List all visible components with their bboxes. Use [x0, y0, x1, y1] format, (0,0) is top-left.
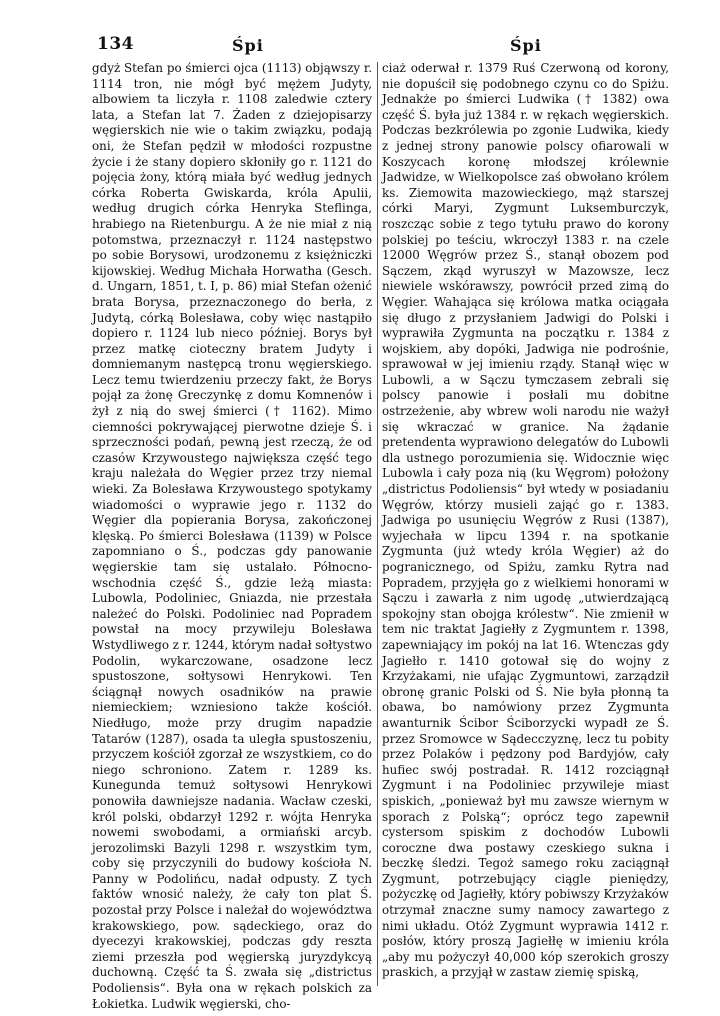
- running-head-right: Śpi: [510, 36, 542, 55]
- right-column-text: ciaż oderwał r. 1379 Ruś Czerwoną od korony, nie dopuścił się podobnego czynu co do Spiżu. Jednakże po śmierci Ludwika († 1382) owa część Ś. była już 1384 r. w rękach węgierskich. Podczas bezkrólewia po zgonie Ludwika, kiedy z jednej strony panowie polscy ofiarowali w Koszycach koronę młodszej królewnie Jadwidze, w Wielkopolsce zaś obwołano królem ks. Ziemowita mazowieckiego, mąż starszej córki Maryi, Zygmunt Luksemburczyk, roszcząc sobie z tego tytułu prawo do korony polskiej po teściu, wkroczył 1383 r. na czele 12000 Węgrów przez Ś., stanął obozem pod Sączem, zkąd wyruszył w Mazowsze, lecz niewiele wskórawszy, powrócił przed zimą do Węgier. Wahająca się królowa matka ociągała się długo z przysłaniem Jadwigi do Polski i wyprawiła Zygmunta na początku r. 1384 z wojskiem, aby dopóki, Jadwiga nie podrośnie, sprawował w jej imieniu rządy. Stanął więc w Lubowli, a w Sączu tymczasem zebrali się polscy panowie i posłali mu dobitne ostrzeżenie, aby wbrew woli narodu nie ważył się wkraczać w granice. Na żądanie pretendenta wyprawiono delegatów do Lubowli dla ustnego porozumienia się. Widocznie więc Lubowla i cały poza nią (ku Węgrom) położony „districtus Podoliensis“ był wtedy w posiadaniu Węgrów, którzy musieli zająć go r. 1383. Jadwiga po usunięciu Węgrów z Rusi (1387), wyjechała w lipcu 1394 r. na spotkanie Zygmunta (już wtedy króla Węgier) aż do pogranicznego, od Spiżu, zamku Rytra nad Popradem, przyjęła go z wielkiemi honorami w Sączu i zawarła z nim ugodę „utwierdzającą spokojny stan obojga królestw“. Nie zmienił w tem nic traktat Jagiełły z Zygmuntem r. 1398, zapewniający im pokój na lat 16. Wtenczas gdy Jagiełło r. 1410 gotował się do wojny z Krzyżakami, nie ufając Zygmuntowi, zarządził obronę granic Polski od Ś. Nie była płonną ta obawa, bo namówiony przez Zygmunta awanturnik Ścibor Ściborzycki wypadł ze Ś. przez Sromowce w Sądecczyznę, lecz tu pobity przez Polaków i pędzony pod Bardyjów, cały hufiec swój postradał. R. 1412 rozciągnął Zygmunt i na Podoliniec przywileje miast spiskich, „ponieważ był mu zawsze wiernym w sporach z Polską“; oprócz tego zapewnił cystersom spiskim z dochodów Lubowli coroczne dwa postawy czeskiego sukna i beczkę śledzi. Tegoż samego roku zaciągnął Zygmunt, potrzebujący ciągle pieniędzy, pożyczkę od Jagiełły, który pobiwszy Krzyżaków otrzymał znaczne sumy namocy zawartego z nimi układu. Otóż Zygmunt wyprawia 1412 r. posłów, który proszą Jagiełłę w imieniu króla „aby mu pożyczył 40,000 kóp szerokich groszy praskich, a przyjął w zastaw ziemię spiską,: [382, 61, 669, 980]
- column-divider: [377, 62, 378, 986]
- page-number: 134: [97, 34, 134, 54]
- left-column-text: gdyż Stefan po śmierci ojca (1113) objąwszy r. 1114 tron, nie mógł być mężem Judyty, albowiem ta liczyła r. 1108 zaledwie cztery lata, a Stefan lat 7. Żaden z dziejopisarzy węgierskich nie wie o takim związku, podają oni, że Stefan pędził w młodości rozpustne życie i że stany dopiero skłoniły go r. 1121 do pojęcia żony, którą miała być według jednych córka Roberta Gwiskarda, króla Apulii, według drugich córka Henryka Steflinga, hrabiego na Rietenburgu. A że nie miał z nią potomstwa, przeznaczył r. 1124 następstwo po sobie Borysowi, urodzonemu z księżniczki kijowskiej. Według Michała Horwatha (Gesch. d. Ungarn, 1851, t. I, p. 86) miał Stefan ożenić brata Borysa, przeznaczonego do berła, z Judytą, córką Bolesława, coby więc nastąpiło dopiero r. 1124 lub nieco później. Borys był przez matkę cioteczny bratem Judyty i domniemanym następcą tronu węgierskiego. Lecz temu twierdzeniu przeczy fakt, że Borys pojął za żonę Greczynkę z domu Komnenów i żył z nią do swej śmierci († 1162). Mimo ciemności pokrywającej pierwotne dzieje Ś. i sprzeczności podań, pewną jest rzeczą, że od czasów Krzywoustego największa część tego kraju należała do Węgier przez trzy niemal wieki. Za Bolesława Krzywoustego spotykamy wiadomości o wyprawie jego r. 1132 do Węgier dla popierania Borysa, zakończonej klęską. Po śmierci Bolesława (1139) w Polsce zapomniano o Ś., podczas gdy panowanie węgierskie tam się ustalało. Północno-wschodnia część Ś., gdzie leżą miasta: Lubowla, Podoliniec, Gniazda, nie przestała należeć do Polski. Podoliniec nad Popradem powstał na mocy przywileju Bolesława Wstydliwego z r. 1244, którym nadał sołtystwo Podolin, wykarczowane, osadzone lecz spustoszone, sołtysowi Henrykowi. Ten ściągnął nowych osadników na prawie niemieckiem; wzniesiono także kościół. Niedługo, może przy drugim napadzie Tatarów (1287), osada ta uległa spustoszeniu, przyczem kościół zgorzał ze wszystkiem, co do niego schroniono. Zatem r. 1289 ks. Kunegunda temuż sołtysowi Henrykowi ponowiła dawniejsze nadania. Wacław czeski, król polski, obdarzył 1292 r. wójta Henryka nowemi swobodami, a ormiański arcyb. jerozolimski Bazyli 1298 r. wszystkim tym, coby się przyczynili do budowy kościoła N. Panny w Podolińcu, nadał odpusty. Z tych faktów wnosić należy, że cały ton plat Ś. pozostał przy Polsce i należał do województwa krakowskiego, pow. sądeckiego, oraz do dyecezyi krakowskiej, podczas gdy reszta ziemi przeszła pod węgierską juryzdykcyą duchowną. Część ta Ś. zwała się „districtus Podoliensis“. Była ona w rękach polskich za Łokietka. Ludwik węgierski, cho-: [92, 61, 372, 1011]
- running-head-left: Śpi: [232, 36, 264, 55]
